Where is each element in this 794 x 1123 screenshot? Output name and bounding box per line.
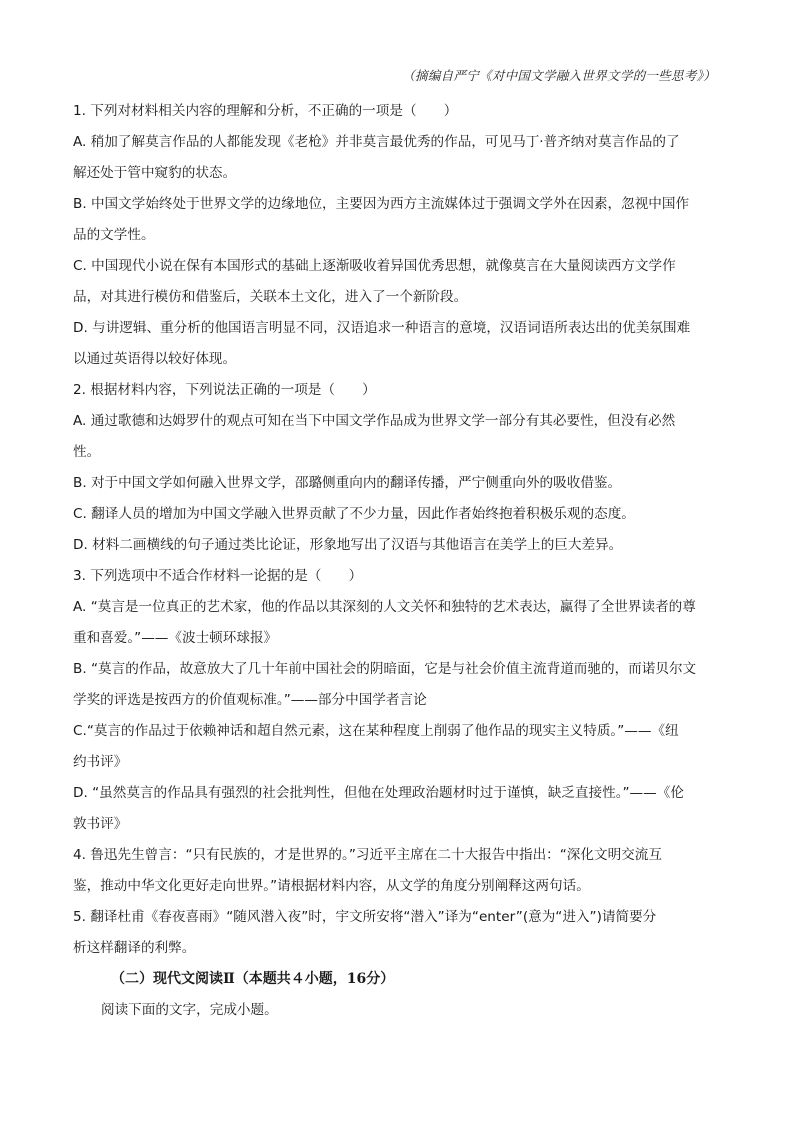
question-list — [73, 96, 723, 1026]
question-1-option-D: D. 与讲逻辑、重分析的他国语言明显不同，汉语追求一种语言的意境，汉语词语所表达出的优美氛围难 — [73, 320, 691, 336]
question-2-option-B: B. 对于中国文学如何融入世界文学，邵璐侧重向内的翻译传播，严宁侧重向外的吸收借鉴。 — [73, 475, 622, 491]
question-3-option-C: C.“莫言的作品过于依赖神话和超自然元素，这在某种程度上削弱了他作品的现实主义特质。”——《纽 — [73, 723, 679, 739]
question-3-stem: 3. 下列选项中不适合作材料一论据的是（ ） — [73, 568, 363, 584]
question-4-stem: 鉴，推动中华文化更好走向世界。”请根据材料内容，从文学的角度分别阐释这两句话。 — [73, 878, 590, 894]
question-1-option-B: B. 中国文学始终处于世界文学的边缘地位，主要因为西方主流媒体过于强调文学外在因素，忽视中国作 — [73, 196, 690, 212]
question-3-option-D: 敦书评》 — [73, 816, 128, 832]
reading-instruction: 阅读下面的文字，完成小题。 — [101, 1002, 278, 1018]
question-1-stem: 1. 下列对材料相关内容的理解和分析，不正确的一项是（ ） — [73, 103, 458, 119]
question-3-option-B: B. “莫言的作品，故意放大了几十年前中国社会的阴暗面，它是与社会价值主流背道而驰的，而诺贝尔文 — [73, 661, 697, 677]
section-heading: （二）现代文阅读Ⅱ（本题共４小题，16分） — [111, 971, 395, 987]
question-5-stem: 析这样翻译的利弊。 — [73, 940, 196, 956]
question-1-option-C: C. 中国现代小说在保有本国形式的基础上逐渐吸收着异国优秀思想，就像莫言在大量阅读西方文学作 — [73, 258, 676, 274]
question-2-option-A: A. 通过歌德和达姆罗什的观点可知在当下中国文学作品成为世界文学一部分有其必要性，但没有必然 — [73, 413, 676, 429]
question-1-option-B: 品的文学性。 — [73, 227, 155, 243]
question-1-option-A: A. 稍加了解莫言作品的人都能发现《老枪》并非莫言最优秀的作品，可见马丁·普齐纳对莫言作品的了 — [73, 134, 680, 150]
question-1-option-A: 解还处于管中窥豹的状态。 — [73, 165, 237, 181]
question-1-option-C: 品，对其进行模仿和借鉴后，关联本土文化，进入了一个新阶段。 — [73, 289, 468, 305]
question-3-option-A: A. “莫言是一位真正的艺术家，他的作品以其深刻的人文关怀和独特的艺术表达，赢得了全世界读者的尊 — [73, 599, 696, 615]
question-3-option-B: 学奖的评选是按西方的价值观标准。”——部分中国学者言论 — [73, 692, 427, 708]
question-3-option-A: 重和喜爱。”——《波士顿环球报》 — [73, 630, 278, 646]
question-2-stem: 2. 根据材料内容，下列说法正确的一项是（ ） — [73, 382, 376, 398]
question-1-option-D: 以通过英语得以较好体现。 — [73, 351, 237, 367]
question-2-option-D: D. 材料二画横线的句子通过类比论证，形象地写出了汉语与其他语言在美学上的巨大差异。 — [73, 537, 623, 553]
question-3-option-C: 约书评》 — [73, 754, 128, 770]
question-2-option-A: 性。 — [73, 444, 101, 460]
question-2-option-C: C. 翻译人员的增加为中国文学融入世界贡献了不少力量，因此作者始终抱着积极乐观的态度。 — [73, 506, 635, 522]
source-note: （摘编自严宁《对中国文学融入世界文学的一些思考》） — [402, 68, 716, 83]
question-4-stem: 4. 鲁迅先生曾言：“只有民族的，才是世界的。”习近平主席在二十大报告中指出：“深化文明交流互 — [73, 847, 662, 863]
question-3-option-D: D. “虽然莫言的作品具有强烈的社会批判性，但他在处理政治题材时过于谨慎，缺乏直接性。”——《伦 — [73, 785, 684, 801]
question-5-stem: 5. 翻译杜甫《春夜喜雨》“随风潜入夜”时，宇文所安将“潜入”译为“enter”(意为“进入”)请简要分 — [73, 909, 657, 925]
